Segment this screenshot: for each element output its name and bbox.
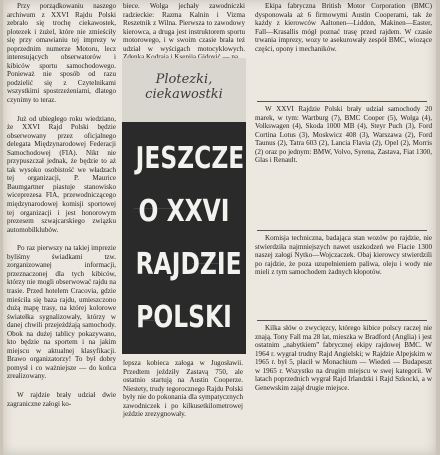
column-2-bottom — [123, 359, 243, 453]
paragraph: Już od ubiegłego roku wiedziano, że XXVI Rajd Polski będzie obserwowany przez oficjalnego delegata Międzynarodowej Federacji Samochodowej (FIA). Nikt nie przypuszczał jednak, że będzie to aż tak wysoko osobistość we władzach tej organizacji, P. Maurice Baumgartner piastuje stanowisko wiceprezesa FIA, przewodniczącego międzynarodowej komisji sportowej tej organizacji i jest honorowym prezesem szwajcarskiego związku automobilklubów. — [7, 114, 116, 234]
text-block — [255, 2, 432, 56]
column-3 — [255, 2, 432, 453]
text-block — [255, 324, 432, 395]
divider — [257, 101, 427, 102]
paragraph: biece. Wolga jechały zawodniczki radzieckie: Razma Kalnin i Vizma Reszetnik z Wilna. Pierwsza to zawodowy kierowca, a druga jest instruktorem sportu motorowego, i w swoim czasie brała też udział w wyścigach motocyklowych. — [123, 2, 245, 53]
newspaper-page — [3, 0, 436, 455]
paragraph: Kilka słów o zwycięzcy, którego kibice polscy raczej nie znają. Tony Fall ma 28 lat, mieszka w Bradford (Anglia) i jest ostatnim „nabytkiem” fabrycznej ekipy rajdowej BMC. W 1964 r. wygrał trudny Rajd Angielski; w Rajdzie Alpejskim w 1965 r. był 5, płacił w Monachium — Wiedeń — Budapeszt w 1965 r. Wszystko na drugim miejscu w swej kategorii. W latach poprzednich wygrał Rajd Irlandzki i Rajd Szkocki, a w Genewskim zajął drugie miejsce. — [255, 324, 432, 392]
paragraph: Przy porządkowaniu naszego archiwum z XXVI Rajdu Polski zebrało się trochę ciekawostek, plotezek i żużel, które nie zmieściły się przy omawianiu tej imprezy w poprzednim numerze Motoru, lecz interesujących obserwatorów i kibiców sportu samochodowego. Ponieważ nie sposób od razu podzielić się z Czytelnikami wszystkimi spostrzeżeniami, dlatego czynimy to teraz. — [7, 2, 116, 105]
headline-line: RAJDZIE — [135, 247, 242, 282]
paragraph: Po raz pierwszy na takiej imprezie byliśmy świadkami tzw. zorganizowanej informacji, przeznaczonej dla tych kibiców, którzy nie mogli obserwować rajdu na trasie. Przed hotelem Cracovia, gdzie mieściła się baza rajdu, umieszczono dużą mapę trasy, na której kolorowe światełka sygnalizowały, którzy w danej chwili przejeżdżają samochody. Obok na dużej tablicy pokazywano, kto będzie na sportem i na jakim miejscu w aktualnej klasyfikacji. Brawo organizatorzy! To był dobry pomysł i co ważniejsze — do końca zrealizowany. — [7, 244, 116, 381]
headline-line: JESZCZE — [135, 141, 245, 176]
rubric-line: ciekawostki — [145, 87, 223, 102]
paragraph: W XXVI Rajdzie Polski brały udział samochody 20 marek, w tym: Wartburg (7), BMC Cooper (5), Wolga (4), Volkswagen (4), Skoda 1000 MB (4), Steyr Puch (3), Ford Cortina Lotus (3), Moskwicz 408 (3), Warszawa (2), Ford Taunus (2), Tatra 603 (2), Lancia Flavia (2), Opel (2), Morris (2) oraz po jednym: BMW, Volvo, Syrena, Zastava, Fiat 1300, Glas i Renault. — [255, 105, 432, 165]
article-headline — [135, 132, 245, 344]
rubric-box — [122, 58, 246, 122]
divider — [257, 320, 427, 321]
paragraph: lepsza kobieca załoga w Jugosławii. Przedtem jeździły Zastavą 750, ale ostatnio startują na Austin Cooperze. Niestety, trudy tegorocznego Rajdu Polski były nie do pokonania dla sympatycznych zawodniczek i po kilkusetkilometrowej jeździe zrezygnowały. — [123, 359, 243, 419]
paragraph: Ekipa fabryczna British Motor Corporation (BMC) dysponowała aż 6 firmowymi Austin Cooperami, tak że każdy z kierowców Aaltonen—Liddon, Makinen—Easter, Fall—Krasallis mógł poznać trasę przed rajdem. W czasie trwania imprezy, wozy te asekurowały zespół BMC, wiozące części, opony i mechaników. — [255, 2, 432, 53]
headline-line: O XXVI — [138, 194, 230, 229]
column-2-top — [123, 2, 245, 54]
headline-line: POLSKI — [136, 300, 232, 335]
column-1 — [7, 2, 116, 452]
rubric-line: Plotezki, — [155, 72, 213, 87]
text-block — [255, 234, 432, 280]
paragraph: Komisja techniczna, badająca stan wozów po rajdzie, nie stwierdziła najmniejszych nawet uszkodzeń we Fiacie 1300 naszej załogi Nytko—Wojczaczek. Obaj kierowcy stwierdzili po rajdzie, że poza uzupełnieniem paliwa, oleju i wody nie mieli z tym samochodem żadnych kłopotów. — [255, 234, 432, 277]
title-panel — [122, 58, 246, 354]
divider — [257, 230, 427, 231]
rubric-title — [122, 72, 246, 102]
text-block — [255, 105, 432, 168]
paragraph: W rajdzie brały udział dwie zagraniczne załogi ko- — [7, 390, 116, 408]
